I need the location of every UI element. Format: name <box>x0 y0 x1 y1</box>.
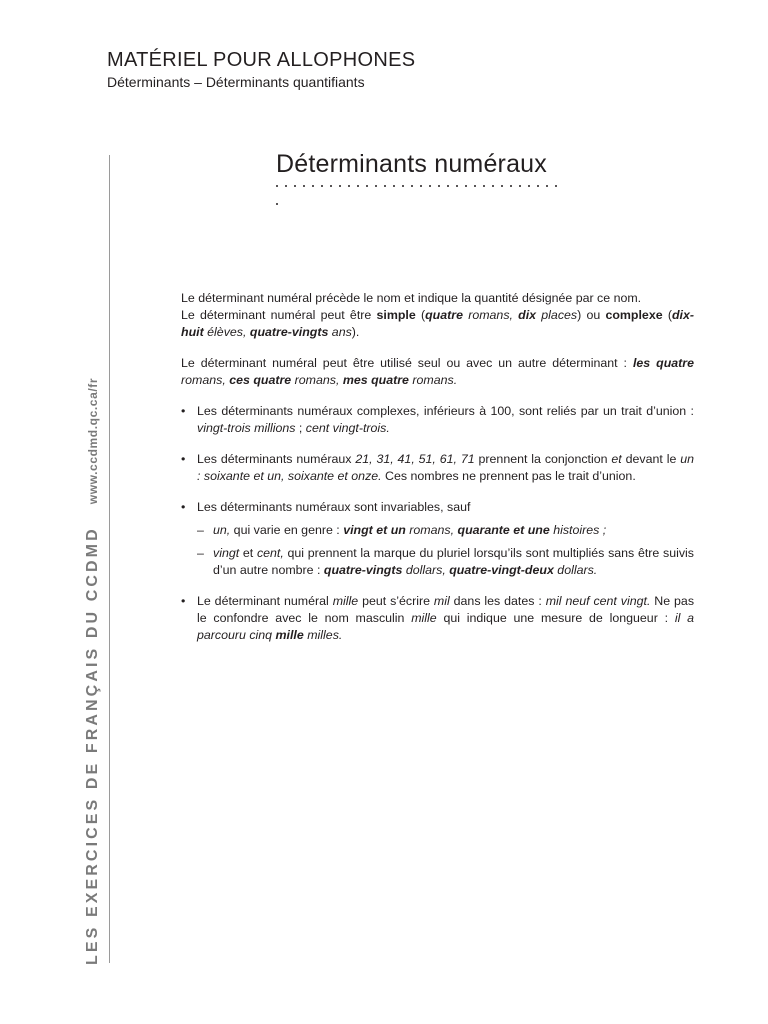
rule-dot <box>285 185 287 187</box>
text-run: Les déterminants numéraux complexes, inférieurs à 100, sont reliés par un trait d’union : <box>197 404 694 418</box>
rule-dot <box>456 185 458 187</box>
rule-dot <box>348 185 350 187</box>
intro-paragraph-2 <box>181 355 694 389</box>
text-run: milles. <box>303 628 343 642</box>
rule-dot <box>510 185 512 187</box>
text-run: qui varie en genre : <box>230 523 344 537</box>
text-run: Ne pas le confondre avec le nom masculin <box>197 594 695 625</box>
rule-bullet-2 <box>181 451 694 485</box>
example-mille: mille <box>332 594 359 608</box>
rule-dot <box>330 185 332 187</box>
text-run: élèves, <box>203 325 250 339</box>
vertical-sidebar <box>78 377 108 965</box>
rule-dot <box>429 185 431 187</box>
rule-dot <box>312 185 314 187</box>
text-run: il a parcouru cinq <box>197 611 694 642</box>
rule-dot <box>519 185 521 187</box>
rule-dot <box>321 185 323 187</box>
example-ces-quatre: ces quatre <box>229 373 292 387</box>
example-quatre-vingts: quatre-vingts <box>249 325 329 339</box>
text-run: devant le <box>621 452 681 466</box>
text-run: dollars, <box>402 563 450 577</box>
text-run: histoires ; <box>549 523 607 537</box>
rule-bullet-4 <box>181 593 694 644</box>
text-run: romans, <box>181 373 230 387</box>
keyword-simple: simple <box>376 308 416 322</box>
example-mil-neuf-cent-vingt: mil neuf cent vingt. <box>545 594 651 608</box>
rule-dot <box>384 185 386 187</box>
text-run: ans <box>328 325 352 339</box>
rule-bullet-1 <box>181 403 694 437</box>
text-run: peut s’écrire <box>358 594 434 608</box>
example-numbers: 21, 31, 41, 51, 61, 71 <box>355 452 475 466</box>
example-quatre: quatre <box>425 308 463 322</box>
text-run: et <box>239 546 257 560</box>
bullet-mark: • <box>181 452 186 466</box>
rule-dot <box>357 185 359 187</box>
rule-dot <box>465 185 467 187</box>
text-run: Les déterminants numéraux <box>197 452 356 466</box>
header-title: MATÉRIEL POUR ALLOPHONES <box>107 49 416 71</box>
text-run: romans, <box>405 523 458 537</box>
example-quatre-vingts-dollars: quatre-vingts <box>323 563 403 577</box>
bullet-mark: • <box>181 500 186 514</box>
rule-dot <box>501 185 503 187</box>
rule-dot <box>447 185 449 187</box>
example-quatre-vingt-deux: quatre-vingt-deux <box>449 563 554 577</box>
example-cent: cent, <box>256 546 284 560</box>
text-run: dans les dates : <box>449 594 546 608</box>
margin-divider <box>109 155 110 963</box>
text-run: dollars. <box>553 563 598 577</box>
text-run: Le déterminant numéral <box>197 594 333 608</box>
sub-item-1 <box>197 522 694 539</box>
rule-dot <box>339 185 341 187</box>
text-run: qui indique une mesure de longueur : <box>436 611 675 625</box>
bullet-mark: • <box>181 404 186 418</box>
example-mille-bold: mille <box>275 628 304 642</box>
rule-dot <box>537 185 539 187</box>
page-header <box>107 48 415 91</box>
header-subtitle: Déterminants – Déterminants quantifiants <box>107 74 365 90</box>
sub-item-2 <box>197 545 694 579</box>
rule-dot <box>411 185 413 187</box>
example-vingt-trois-millions: vingt-trois millions <box>197 421 296 435</box>
text-run: ). <box>351 325 360 339</box>
example-quarante-et-une: quarante et une <box>457 523 550 537</box>
rule-dot <box>303 185 305 187</box>
example-dix-huit: dix-huit <box>181 308 694 339</box>
rule-dot <box>492 185 494 187</box>
text-run: places <box>536 308 578 322</box>
text-run: ( <box>415 308 426 322</box>
text-run: Le déterminant numéral peut être utilisé seul ou avec un autre déterminant : <box>181 356 633 370</box>
example-soixante-et-un: un : soixante et un, soixante et onze. <box>197 452 695 483</box>
rule-dot <box>420 185 422 187</box>
example-mil: mil <box>433 594 450 608</box>
rule-dot <box>393 185 395 187</box>
sidebar-series-title: LES EXERCICES DE FRANÇAIS DU CCDMD <box>84 526 101 965</box>
rule-bullet-3 <box>181 499 694 579</box>
sidebar-url: www.ccdmd.qc.ca/fr <box>86 377 100 505</box>
page-title: Déterminants numéraux <box>276 150 547 178</box>
dash-mark: – <box>197 523 204 537</box>
text-run: Ces nombres ne prennent pas le trait d’union. <box>381 469 636 483</box>
rule-dot <box>294 185 296 187</box>
example-mille-noun: mille <box>411 611 437 625</box>
rule-dot <box>438 185 440 187</box>
rule-dot <box>276 203 278 205</box>
rule-dot <box>402 185 404 187</box>
text-run: Le déterminant numéral peut être <box>181 308 377 322</box>
rule-dot <box>546 185 548 187</box>
example-dix: dix <box>518 308 537 322</box>
example-les-quatre: les quatre <box>632 356 694 370</box>
text-run: ) ou <box>577 308 606 322</box>
rule-dot <box>276 185 278 187</box>
intro-paragraph-1 <box>181 290 694 341</box>
intro-line-1: Le déterminant numéral précède le nom et indique la quantité désignée par ce nom. <box>181 291 642 305</box>
rule-dot <box>474 185 476 187</box>
sidebar-text <box>78 377 108 965</box>
dash-mark: – <box>197 546 204 560</box>
example-et: et <box>611 452 622 466</box>
example-un: un, <box>213 523 231 537</box>
rule-dot <box>366 185 368 187</box>
rule-dot <box>528 185 530 187</box>
text-run: romans. <box>408 373 458 387</box>
example-mes-quatre: mes quatre <box>342 373 409 387</box>
example-vingt-et-un: vingt et un <box>343 523 406 537</box>
rule-dot <box>375 185 377 187</box>
text-run: ( <box>662 308 672 322</box>
rule-dot <box>555 185 557 187</box>
keyword-complexe: complexe <box>605 308 663 322</box>
text-run: qui prennent la marque du pluriel lorsqu’ils sont multipliés sans être suivis d’un autre nombre : <box>213 546 695 577</box>
example-vingt: vingt <box>213 546 240 560</box>
title-dotted-rule <box>276 185 570 191</box>
text-run: romans, <box>291 373 343 387</box>
bullet-mark: • <box>181 594 186 608</box>
text-run: Les déterminants numéraux sont invariables, sauf <box>197 500 471 514</box>
text-run: romans, <box>462 308 519 322</box>
text-run: prennent la conjonction <box>474 452 612 466</box>
rule-dot <box>483 185 485 187</box>
example-cent-vingt-trois: cent vingt-trois. <box>305 421 390 435</box>
text-run: ; <box>295 421 306 435</box>
main-content <box>181 290 694 658</box>
